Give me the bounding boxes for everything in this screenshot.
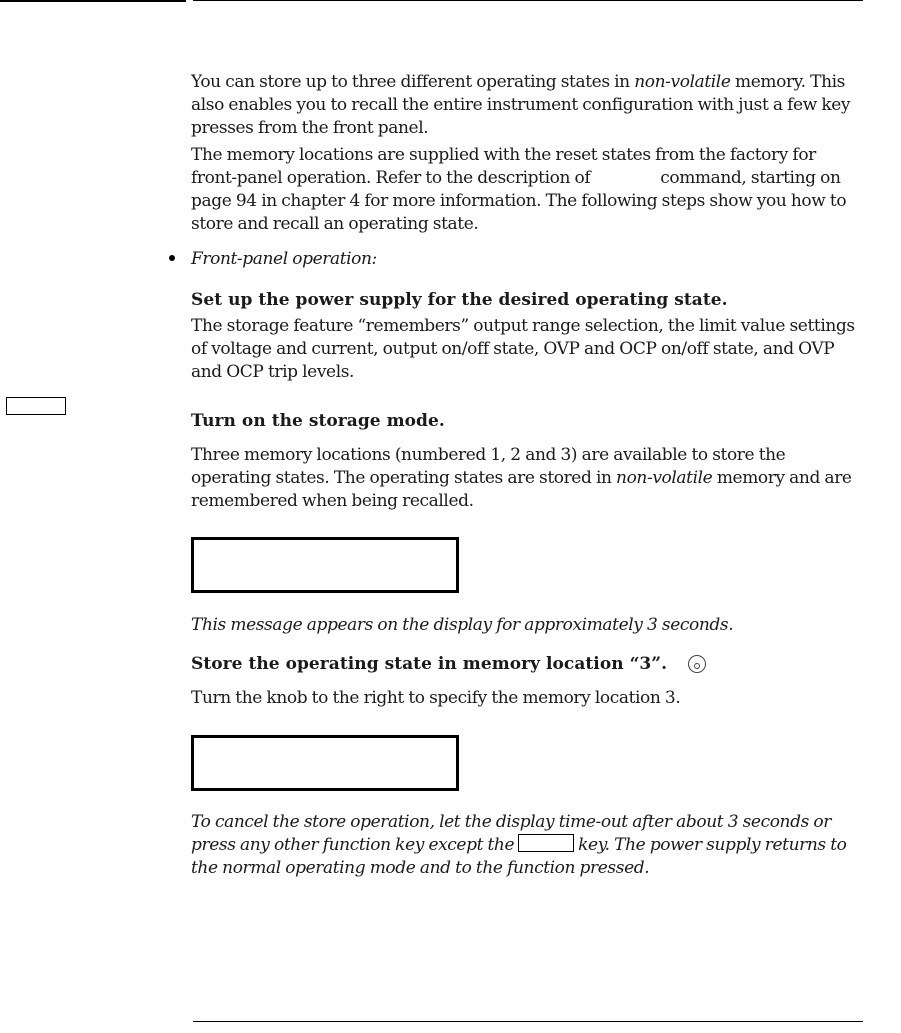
- footer-rule: [193, 1021, 863, 1022]
- step2-body: [191, 444, 863, 513]
- step2-heading: Turn on the storage mode.: [191, 411, 445, 431]
- display-panel-2: [191, 735, 459, 791]
- step2-body-emphasis: non-volatile: [616, 468, 713, 488]
- header-rule-right: [193, 0, 863, 1]
- intro-p1-after: memory. This also enables you to recall the entire instrument configuration with just a few key presses from the front panel.: [191, 72, 851, 138]
- step3-note-before: To cancel the store operation, let the display time-out after about 3 seconds or press any other function key except the: [191, 812, 831, 855]
- header-rule-left: [0, 0, 186, 2]
- step2-caption: This message appears on the display for approximately 3 seconds.: [191, 615, 734, 635]
- step1-body: The storage feature “remembers” output range selection, the limit value settings of voltage and current, output on/off state, OVP and OCP on/off state, and OVP and OCP trip levels.: [191, 316, 855, 382]
- step1-heading: Set up the power supply for the desired operating state.: [191, 290, 728, 310]
- inline-store-key-icon: [518, 834, 574, 852]
- bullet-dot: [169, 255, 175, 261]
- display-panel-1: [191, 537, 459, 593]
- step3-note: [191, 811, 863, 880]
- bullet-label: Front-panel operation:: [191, 249, 377, 269]
- intro-p2-after: command, starting on page 94 in chapter 4 for more information. The following steps show you how to store and recall an operating state.: [191, 168, 847, 234]
- intro-paragraph-1: [191, 71, 863, 140]
- store-key-icon[interactable]: [6, 397, 66, 415]
- intro-p2-before: The memory locations are supplied with the reset states from the factory for front-panel operation. Refer to the description of: [191, 145, 816, 188]
- step2-body-before: Three memory locations (numbered 1, 2 and 3) are available to store the operating states. The operating states are stored in: [191, 445, 786, 488]
- step3-heading: Store the operating state in memory location “3”.: [191, 654, 668, 674]
- step3-body: Turn the knob to the right to specify the memory location 3.: [191, 688, 681, 708]
- intro-paragraph-2: [191, 144, 863, 236]
- intro-p1-emphasis: non-volatile: [634, 72, 731, 92]
- knob-icon: [688, 655, 706, 673]
- step3-note-after: key. The power supply returns to the normal operating mode and to the function pressed.: [191, 835, 847, 878]
- step2-body-after: memory and are remembered when being recalled.: [191, 468, 852, 511]
- intro-p1-before: You can store up to three different operating states in: [191, 72, 635, 92]
